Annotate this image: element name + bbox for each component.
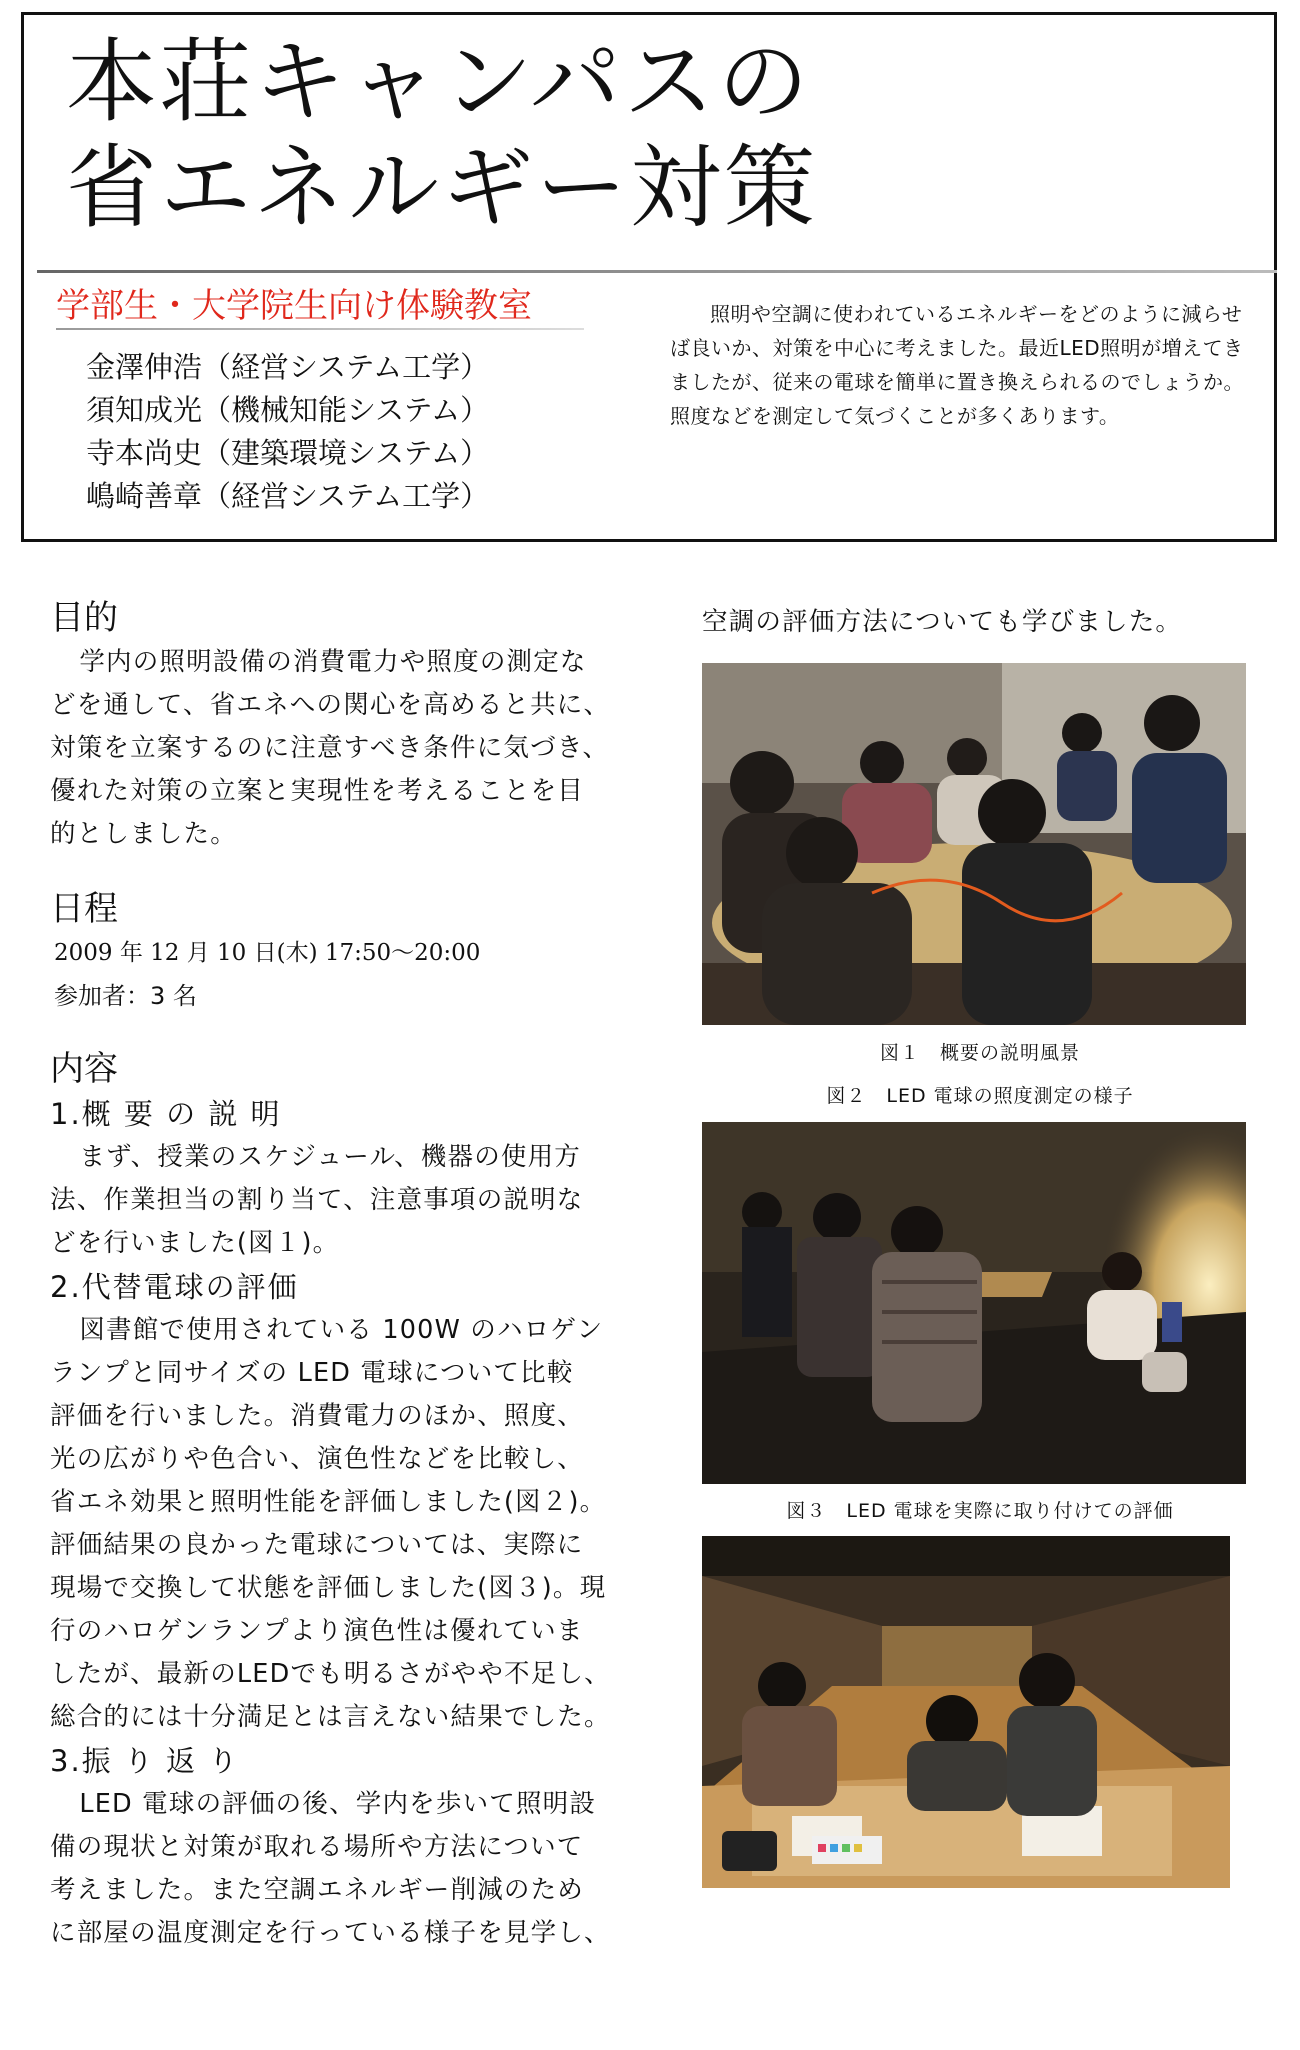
page-title: [66, 30, 818, 242]
figure-1-caption: 図１ 概要の説明風景: [879, 1042, 1080, 1064]
author: 寺本尚史（建築環境システム）: [86, 436, 490, 470]
title-line-1: 本荘キャンパスの: [66, 30, 812, 135]
text-line: 省エネ効果と照明性能を評価しました(図２)。: [50, 1487, 607, 1517]
text-line: 対策を立案するのに注意すべき条件に気づき、: [50, 733, 610, 763]
section-title: 3.振 り 返 り: [50, 1744, 240, 1778]
figure-1-photo: [702, 663, 1246, 1025]
figure-3-photo: [702, 1536, 1230, 1888]
purpose-heading: 目的: [50, 598, 118, 638]
text-line: 総合的には十分満足とは言えない結果でした。: [50, 1702, 611, 1732]
text-line: 学内の照明設備の消費電力や照度の測定な: [79, 647, 587, 677]
schedule-heading: 日程: [50, 889, 118, 929]
title-divider: [37, 270, 1277, 273]
text-line: 法、作業担当の割り当て、注意事項の説明な: [50, 1185, 584, 1215]
library-evaluation-image: [702, 1536, 1230, 1888]
text-line: 現場で交換して状態を評価しました(図３)。現: [50, 1573, 607, 1603]
text-line: どを通して、省エネへの関心を高めると共に、: [50, 690, 611, 720]
content-heading: 内容: [50, 1049, 118, 1089]
text-line: 光の広がりや色合い、演色性などを比較し、: [50, 1444, 585, 1474]
section-title: 2.代替電球の評価: [50, 1270, 299, 1304]
meeting-photo-image: [702, 663, 1246, 1025]
text-line: LED 電球の評価の後、学内を歩いて照明設: [79, 1789, 597, 1819]
subtitle: 学部生・大学院生向け体験教室: [56, 286, 532, 326]
section-title: 1.概 要 の 説 明: [50, 1097, 282, 1131]
text-line: 備の現状と対策が取れる場所や方法について: [50, 1832, 584, 1862]
figure-2-caption: 図２ LED 電球の照度測定の様子: [826, 1085, 1134, 1107]
title-line-2: 省エネルギー対策: [66, 136, 819, 241]
text-line: 評価を行いました。消費電力のほか、照度、: [50, 1401, 585, 1431]
text-line: 図書館で使用されている 100W のハロゲン: [79, 1315, 604, 1345]
text-line: 的としました。: [50, 819, 237, 849]
illuminance-measurement-image: [702, 1122, 1246, 1484]
text-line: 優れた対策の立案と実現性を考えることを目: [50, 776, 585, 806]
text-line: したが、最新のLEDでも明るさがやや不足し、: [50, 1659, 611, 1689]
author-list: [86, 346, 489, 518]
figure-3-caption: 図３ LED 電球を実際に取り付けての評価: [786, 1500, 1174, 1522]
left-column: [50, 595, 660, 1955]
continued-text: 空調の評価方法についても学びました。: [702, 607, 1183, 637]
text-line: 行のハロゲンランプより演色性は優れていま: [50, 1616, 584, 1646]
text-line: まず、授業のスケジュール、機器の使用方: [79, 1142, 582, 1172]
author: 嶋崎善章（経営システム工学）: [86, 479, 490, 513]
text-line: どを行いました(図１)。: [50, 1228, 340, 1258]
text-line: 考えました。また空調エネルギー削減のため: [50, 1875, 585, 1905]
schedule-date: 2009 年 12 月 10 日(木) 17:50～20:00: [54, 940, 481, 966]
text-line: ランプと同サイズの LED 電球について比較: [50, 1358, 574, 1388]
participant-count: 参加者：3 名: [54, 982, 197, 1010]
text-line: 評価結果の良かった電球については、実際に: [50, 1530, 584, 1560]
figure-2-photo: [702, 1122, 1246, 1484]
author: 須知成光（機械知能システム）: [86, 393, 490, 427]
summary-text: 照明や空調に使われているエネルギーをどのように減らせば良いか、対策を中心に考えました。最近LED照明が増えてきましたが、従来の電球を簡単に置き換えられるのでしょうか。照度などを測定して気づくことが多くあります。: [670, 302, 1244, 428]
author: 金澤伸浩（経営システム工学）: [86, 350, 490, 384]
subtitle-underline: [56, 328, 584, 330]
text-line: に部屋の温度測定を行っている様子を見学し、: [50, 1918, 611, 1948]
purpose-text: [50, 641, 660, 856]
